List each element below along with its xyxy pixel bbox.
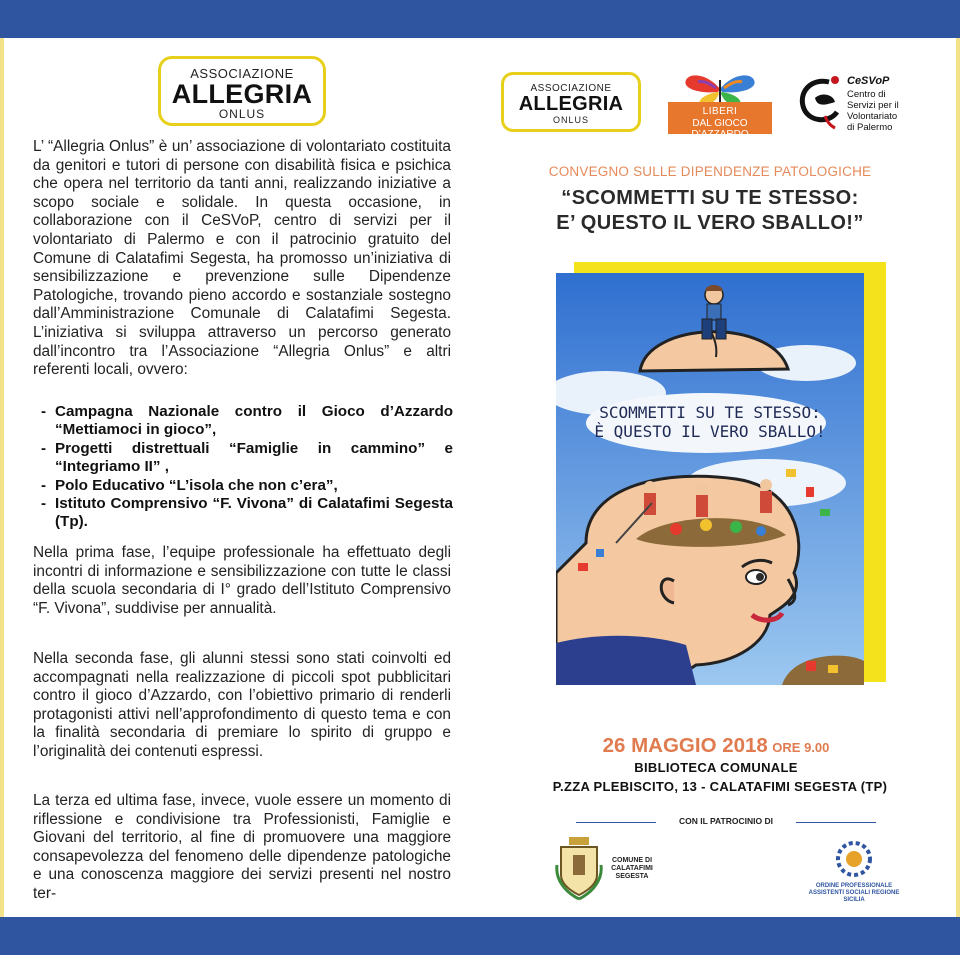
logo-associazione-text: ASSOCIAZIONE	[190, 66, 294, 81]
phase-one-paragraph: Nella prima fase, l’equipe professionale ha effettuato degli incontri di informazione e sensibilizzazione con tutte le classi della scuola secondaria di I° grado dell’Istituto Comprensivo “F. Vivona”, suddivise per annualità.	[33, 544, 451, 617]
comune-label: COMUNE DI CALATAFIMI SEGESTA	[611, 857, 653, 880]
event-date-line	[500, 734, 932, 758]
cesvop-line: Servizi per il	[847, 100, 899, 111]
cesvop-description	[847, 89, 899, 133]
liberi-logo	[668, 72, 772, 140]
cesvop-name: CeSVoP	[847, 75, 890, 87]
phase-two-paragraph: Nella seconda fase, gli alunni stessi sono stati coinvolti ed accompagnati nella realizzazione di piccoli spot pubblicitari contro il gioco d’Azzardo, con l’obiettivo primario di renderli protagonisti attivi nell’approfondimento di questo tema e con la finalità secondaria di premiare lo spirito di gruppo e l’originalità dei contenuti espressi.	[33, 650, 451, 760]
event-title-line1: “SCOMMETTI SU TE STESSO:	[561, 187, 859, 209]
cesvop-line: Volontariato	[847, 111, 898, 122]
referents-list	[33, 403, 453, 532]
patronage-header	[576, 816, 876, 828]
divider	[796, 822, 876, 823]
liberi-title: LIBERI	[702, 106, 738, 117]
poster-slogan-line2: È QUESTO IL VERO SBALLO!	[594, 422, 826, 441]
poster-illustration	[556, 273, 864, 685]
logo-associazione-text: ASSOCIAZIONE	[530, 83, 612, 94]
cesvop-line: di Palermo	[847, 122, 893, 133]
patronage-label: CON IL PATROCINIO DI	[679, 816, 773, 826]
logo-allegria-text: ALLEGRIA	[518, 93, 624, 115]
convegno-subtitle: CONVEGNO SULLE DIPENDENZE PATOLOGICHE	[548, 164, 872, 179]
poster-slogan-line1: SCOMMETTI SU TE STESSO:	[599, 403, 821, 422]
ordine-emblem-icon	[808, 837, 900, 883]
butterfly-icon	[668, 72, 772, 106]
left-edge-strip	[0, 38, 4, 917]
bottom-blue-band	[0, 917, 960, 955]
list-item: - Polo Educativo “L’isola che non c’era”,	[33, 477, 453, 495]
cesvop-line: Centro di	[847, 89, 886, 100]
liberi-subtitle: DAL GIOCO D’AZZARDO	[691, 118, 749, 140]
event-date: 26 MAGGIO 2018	[602, 734, 768, 757]
logo-onlus-text: ONLUS	[552, 115, 589, 125]
event-time: ORE 9.00	[772, 740, 830, 755]
cesvop-logo	[795, 72, 935, 134]
event-address: P.ZZA PLEBISCITO, 13 - CALATAFIMI SEGESTA (TP)	[552, 779, 888, 794]
coat-of-arms-icon	[553, 835, 605, 901]
ordine-label: ORDINE PROFESSIONALE ASSISTENTI SOCIALI REGIONE SICILIA	[808, 883, 900, 903]
top-blue-band	[0, 0, 960, 38]
allegria-logo	[158, 56, 326, 126]
logo-allegria-text: ALLEGRIA	[171, 79, 313, 109]
comune-calatafimi-logo	[553, 835, 663, 901]
intro-paragraph: L’ “Allegria Onlus” è un’ associazione di volontariato costituita da genitori e tutori di persone con disabilità fisica e psichica che opera nel territorio da tanti anni, realizzando iniziative a scopo sociale e solidale. In questa occasione, in collaborazione con il CeSVoP, centro di servizi per il volontariato di Palermo e con il patrocinio gratuito del Comune di Calatafimi Segesta, ha promosso un’iniziativa di sensibilizzazione e prevenzione sulle Dipendenze Patologiche, trovando pieno accordo e sostanziale sostegno dall’Amministrazione Comunale di Calatafimi Segesta. L’iniziativa si sviluppa attraverso un percorso generato dall’incontro tra l’Associazione “Allegria Onlus” e altri referenti locali, ovvero:	[33, 138, 451, 379]
event-title-line2: E’ QUESTO IL VERO SBALLO!”	[556, 212, 864, 234]
logo-onlus-text: ONLUS	[218, 107, 266, 121]
cesvop-mark-icon	[795, 72, 847, 132]
list-item: - Campagna Nazionale contro il Gioco d’Azzardo “Mettiamoci in gioco”,	[33, 403, 453, 440]
list-item: - Istituto Comprensivo “F. Vivona” di Calatafimi Segesta (Tp).	[33, 495, 453, 532]
ordine-assistenti-logo	[808, 837, 900, 907]
right-edge-strip	[956, 38, 960, 917]
phase-three-paragraph: La terza ed ultima fase, invece, vuole essere un momento di riflessione e condivisione tra Professionisti, Famiglie e Giovani del territorio, al fine di promuovere una maggiore consapevolezza del fenomeno delle dipendenze patologiche e una conoscenza maggiore dei servizi presenti nel nostro ter-	[33, 792, 451, 902]
list-item: - Progetti distrettuali “Famiglie in cammino” e “Integriamo II” ,	[33, 440, 453, 477]
event-venue: BIBLIOTECA COMUNALE	[634, 760, 798, 775]
allegria-logo-small	[501, 72, 641, 132]
